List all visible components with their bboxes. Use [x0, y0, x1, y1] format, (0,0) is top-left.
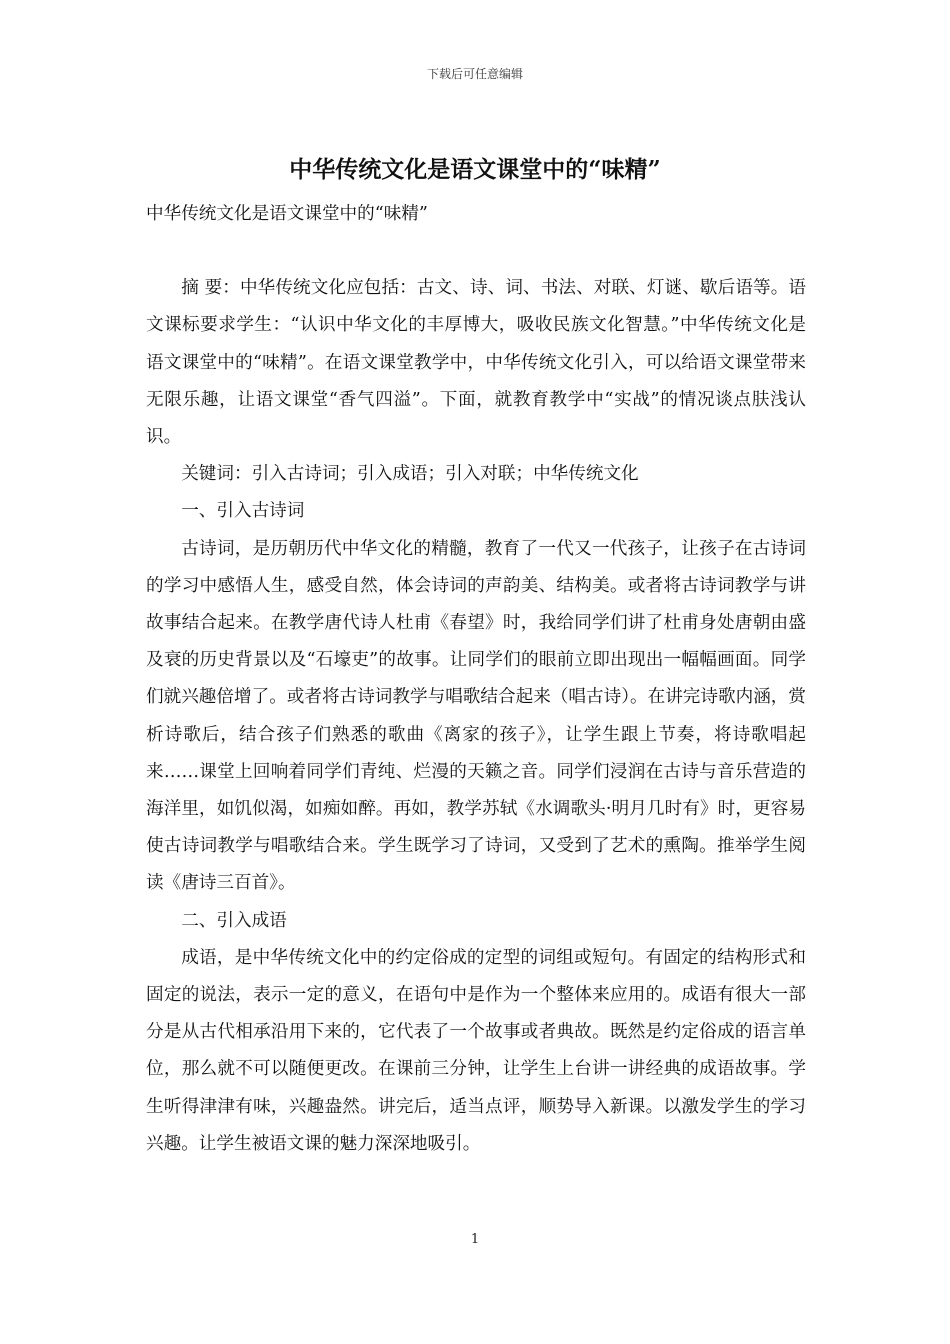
section-heading-idioms: 二、引入成语 — [181, 910, 287, 931]
section-body-idioms: 成语，是中华传统文化中的约定俗成的定型的词组或短句。有固定的结构形式和固定的说法，表示一定的意义，在语句中是作为一个整体来应用的。成语有很大一部分是从古代相承沿用下来的，它代表了一个故事或者典故。既然是约定俗成的语言单位，那么就不可以随便更改。在课前三分钟，让学生上台讲一讲经典的成语故事。学生听得津津有味，兴趣盎然。讲完后，适当点评，顺势导入新课。以激发学生的学习兴趣。让学生被语文课的魅力深深地吸引。 — [146, 947, 806, 1154]
keywords-line: 关键词：引入古诗词；引入成语；引入对联；中华传统文化 — [181, 464, 639, 485]
document-body — [146, 196, 806, 1163]
document-subtitle: 中华传统文化是语文课堂中的“味精” — [146, 204, 428, 224]
document-title: 中华传统文化是语文课堂中的“味精” — [289, 156, 661, 183]
section-body-poetry: 古诗词，是历朝历代中华文化的精髓，教育了一代又一代孩子，让孩子在古诗词的学习中感悟人生，感受自然，体会诗词的声韵美、结构美。或者将古诗词教学与讲故事结合起来。在教学唐代诗人杜甫《春望》时，我给同学们讲了杜甫身处唐朝由盛及衰的历史背景以及“石壕吏”的故事。让同学们的眼前立即出现出一幅幅画面。同学们就兴趣倍增了。或者将古诗词教学与唱歌结合起来（唱古诗）。在讲完诗歌内涵，赏析诗歌后，结合孩子们熟悉的歌曲《离家的孩子》，让学生跟上节奏，将诗歌唱起来……课堂上回响着同学们青纯、烂漫的天籁之音。同学们浸润在古诗与音乐营造的海洋里，如饥似渴，如痴如醉。再如，教学苏轼《水调歌头·明月几时有》时，更容易使古诗词教学与唱歌结合来。学生既学习了诗词，又受到了艺术的熏陶。推举学生阅读《唐诗三百首》。 — [146, 538, 806, 894]
page-header-note: 下载后可任意编辑 — [426, 67, 523, 81]
page-number: 1 — [470, 1232, 480, 1247]
section-heading-poetry: 一、引入古诗词 — [181, 501, 305, 522]
abstract-paragraph: 摘 要：中华传统文化应包括：古文、诗、词、书法、对联、灯谜、歇后语等。语文课标要求学生：“认识中华文化的丰厚博大，吸收民族文化智慧。”中华传统文化是语文课堂中的“味精”。在语文课堂教学中，中华传统文化引入，可以给语文课堂带来无限乐趣，让语文课堂“香气四溢”。下面，就教育教学中“实战”的情况谈点肤浅认识。 — [146, 278, 806, 448]
